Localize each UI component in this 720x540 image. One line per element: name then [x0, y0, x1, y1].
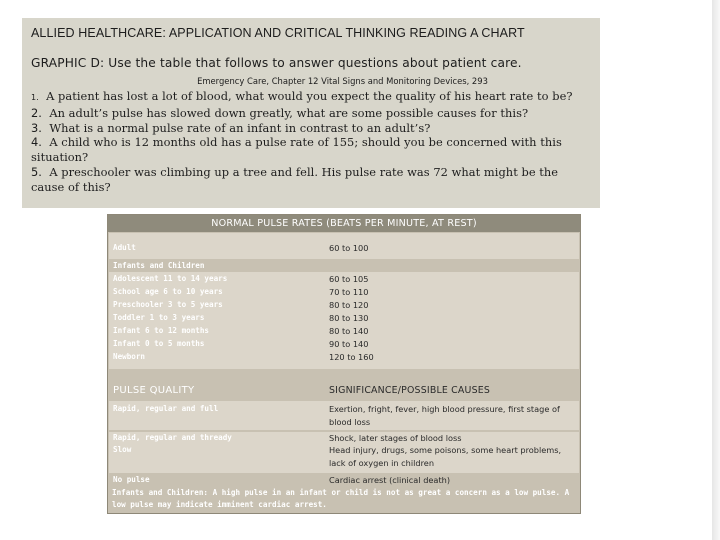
worksheet-header	[22, 18, 600, 208]
pulse-rate-table	[107, 214, 581, 514]
pulse-significance: Cardiac arrest (clinical death)	[329, 475, 451, 485]
question-text: An adult’s pulse has slowed down greatly, what are some possible causes for this?	[49, 105, 529, 120]
table-row	[109, 339, 579, 352]
table-row	[109, 474, 579, 487]
question-text: What is a normal pulse rate of an infant in contrast to an adult’s?	[49, 120, 431, 135]
question-item	[31, 121, 592, 136]
table-row	[109, 259, 579, 272]
age-group-label: Preschooler 3 to 5 years	[113, 300, 223, 309]
table-row	[109, 401, 579, 430]
adult-value: 60 to 100	[329, 243, 369, 253]
table-row	[109, 274, 579, 287]
question-text: A child who is 12 months old has a pulse rate of 155; should you be concerned with this situation?	[31, 135, 562, 165]
pulse-quality-label: Slow	[113, 445, 132, 454]
question-number: 4.	[31, 135, 42, 150]
table-row	[109, 313, 579, 326]
pulse-range: 120 to 160	[329, 352, 374, 362]
pulse-range: 90 to 140	[329, 339, 369, 349]
table-row	[109, 385, 579, 399]
worksheet-title: ALLIED HEALTHCARE: APPLICATION AND CRITICAL THINKING READING A CHART	[31, 26, 525, 40]
pulse-range: 80 to 130	[329, 313, 369, 323]
age-group-label: School age 6 to 10 years	[113, 287, 223, 296]
age-group-label: Newborn	[113, 352, 146, 361]
age-group-label: Adolescent 11 to 14 years	[113, 274, 228, 283]
question-text: A patient has lost a lot of blood, what would you expect the quality of his heart rate to be?	[46, 89, 573, 103]
table-footnote: Infants and Children: A high pulse in an infant or child is not as great a concern as a low pulse. A low pulse may indicate imminent cardiac arrest.	[112, 488, 570, 509]
table-row	[109, 326, 579, 339]
age-group-label: Infant 6 to 12 months	[113, 326, 210, 335]
question-number: 3.	[31, 120, 42, 135]
table-title: NORMAL PULSE RATES (BEATS PER MINUTE, AT REST)	[108, 215, 580, 232]
question-list	[31, 89, 592, 195]
source-citation: Emergency Care, Chapter 12 Vital Signs and Monitoring Devices, 293	[197, 76, 488, 86]
pulse-quality-label: Rapid, regular and thready	[113, 433, 232, 442]
adult-label: Adult	[113, 243, 136, 252]
page-edge-shadow	[712, 0, 720, 540]
significance-header: SIGNIFICANCE/POSSIBLE CAUSES	[329, 385, 491, 396]
question-item	[31, 135, 592, 165]
infants-children-header: Infants and Children	[113, 261, 205, 270]
table-row	[109, 287, 579, 300]
question-item	[31, 106, 592, 121]
question-number: 2.	[31, 105, 42, 120]
question-item	[31, 165, 592, 195]
question-item	[31, 89, 592, 106]
pulse-range: 80 to 120	[329, 300, 369, 310]
pulse-range: 80 to 140	[329, 326, 369, 336]
question-number: 1.	[31, 93, 39, 102]
pulse-significance: Head injury, drugs, some poisons, some heart problems, lack of oxygen in children	[329, 445, 562, 468]
table-row	[109, 233, 579, 259]
question-text: A preschooler was climbing up a tree and fell. His pulse rate was 72 what might be the cause of this?	[31, 164, 559, 194]
question-number: 5.	[31, 164, 42, 179]
table-row	[109, 352, 579, 365]
pulse-quality-label: No pulse	[113, 475, 150, 484]
age-group-label: Infant 0 to 5 months	[113, 339, 205, 348]
pulse-quality-header: PULSE QUALITY	[113, 385, 195, 396]
table-row	[109, 300, 579, 313]
pulse-quality-label: Rapid, regular and full	[113, 404, 219, 413]
pulse-range: 70 to 110	[329, 287, 369, 297]
pulse-significance: Shock, later stages of blood loss	[329, 433, 462, 443]
age-group-label: Toddler 1 to 3 years	[113, 313, 205, 322]
table-row	[109, 444, 579, 471]
pulse-significance: Exertion, fright, fever, high blood pressure, first stage of blood loss	[329, 404, 560, 427]
graphic-instruction: GRAPHIC D: Use the table that follows to answer questions about patient care.	[31, 56, 522, 70]
pulse-range: 60 to 105	[329, 274, 369, 284]
